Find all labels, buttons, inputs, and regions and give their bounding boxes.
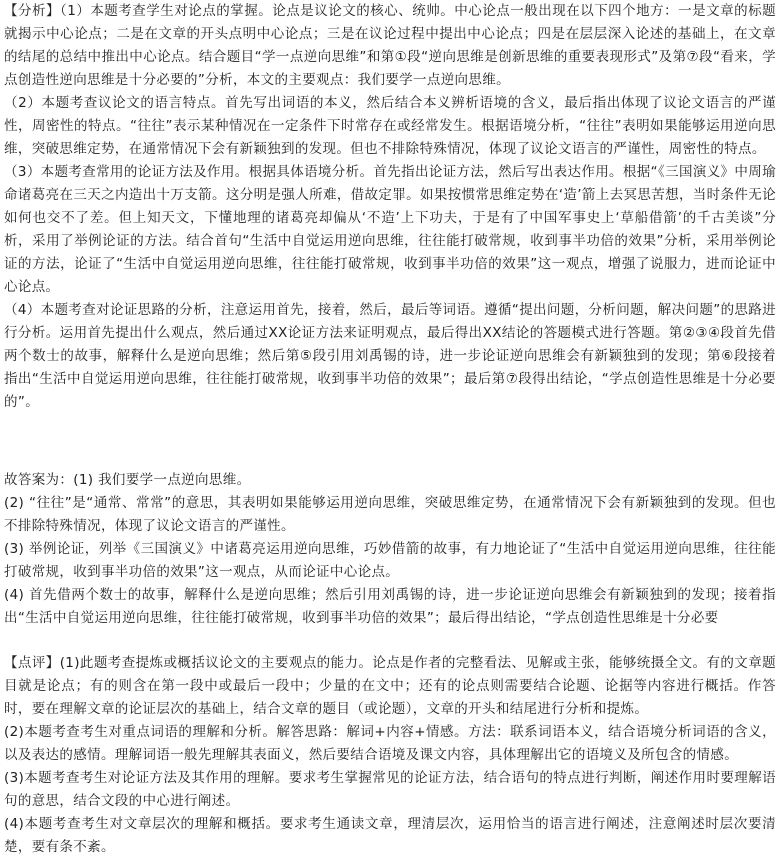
analysis-intro-point-1: 【分析】（1）本题考查学生对论点的掌握。论点是议论文的核心、统帅。中心论点一般出现在以下四个地方：一是文章的标题就揭示中心论点；二是在文章的开头点明中心论点；三是在议论过程中提出中心论点；四是在层层深入论述的基础上，在文章的结尾的总结中推出中心论点。结合题目“学一点逆向思维”和第①段“逆向思维是创新思维的重要表现形式”及第⑦段“看来，学点创造性逆向思维是十分必要的”分析，本文的主要观点：我们要学一点逆向思维。	[4, 3, 776, 88]
comment-point-4: (4)本题考查考生对文章层次的理解和概括。要求考生通读文章，理清层次，运用恰当的语言进行阐述，注意阐述时层次要清楚，要有条不紊。	[4, 816, 776, 855]
analysis-point-3: （3）本题考查常用的论证方法及作用。根据具体语境分析。首先指出论证方法，然后写出表达作用。根据“《三国演义》中周瑜命诸葛亮在三天之内造出十万支箭。这分明是强人所难，借故定罪。如果按惯常思维定势在‘造’箭上去冥思苦想，当时条件无论如何也交不了差。但上知天文，下懂地理的诸葛亮却偏从‘不造’上下功夫，于是有了中国军事史上‘草船借箭’的千古美谈”分析，采用了举例论证的方法。结合首句“生活中自觉运用逆向思维，往往能打破常规，收到事半功倍的效果”分析，采用举例论证的方法，论证了“生活中自觉运用逆向思维，往往能打破常规，收到事半功倍的效果”这一观点，增强了说服力，进而论证中心论点。	[4, 164, 776, 295]
comment-point-1: 【点评】(1)此题考查提炼或概括议论文的主要观点的能力。论点是作者的完整看法、见解或主张，能够统摄全文。有的文章题目就是论点；有的则含在第一段中或最后一段中；少量的在文中；还有的论点则需要结合论题、论据等内容进行概括。作答时，要在理解文章的论证层次的基础上，结合文章的题目（或论题），文章的开头和结尾进行分析和提炼。	[4, 655, 776, 717]
answer-line-3: (3) 举例论证，列举《三国演义》中诸葛亮运用逆向思维，巧妙借箭的故事，有力地论证了“生活中自觉运用逆向思维，往往能打破常规，收到事半功倍的效果”这一观点，从而论证中心论点。	[4, 541, 776, 580]
analysis-section	[4, 0, 776, 414]
answer-section	[4, 469, 776, 630]
answer-line-4: (4) 首先借两个数士的故事，解释什么是逆向思维；然后引用刘禹锡的诗，进一步论证逆向思维会有新颖独到的发现；接着指出“生活中自觉运用逆向思维，往往能打破常规，收到事半功倍的效果”；最后得出结论，“学点创造性思维是十分必要	[4, 587, 776, 626]
answer-line-2: (2) “往往”是“通常、常常”的意思，其表明如果能够运用逆向思维，突破思维定势，在通常情况下会有新颖独到的发现。但也不排除特殊情况，体现了议论文语言的严谨性。	[4, 495, 776, 534]
answer-line-1: 故答案为：(1) 我们要学一点逆向思维。	[4, 472, 251, 488]
analysis-point-4: （4）本题考查对论证思路的分析，注意运用首先，接着，然后，最后等词语。遵循“提出问题，分析问题，解决问题”的思路进行分析。运用首先提出什么观点，然后通过XX论证方法来证明观点，最后得出XX结论的答题模式进行答题。第②③④段首先借两个数士的故事，解释什么是逆向思维；然后第⑤段引用刘禹锡的诗，进一步论证逆向思维会有新颖独到的发现；第⑥段接着指出“生活中自觉运用逆向思维，往往能打破常规，收到事半功倍的效果”；最后第⑦段得出结论，“学点创造性思维是十分必要的”。	[4, 302, 776, 410]
comment-section	[4, 652, 776, 859]
comment-point-2: (2)本题考查考生对重点词语的理解和分析。解答思路：解词+内容+情感。方法：联系词语本义，结合语境分析词语的含义，以及表达的感情。理解词语一般先理解其表面义，然后要结合语境及课文内容，具体理解出它的语境义及所包含的情感。	[4, 724, 776, 763]
analysis-point-2: （2）本题考查议论文的语言特点。首先写出词语的本义，然后结合本义辨析语境的含义，最后指出体现了议论文语言的严谨性，周密性的特点。“往往”表示某种情况在一定条件下时常存在或经常发生。根据语境分析，“往往”表明如果能够运用逆向思维，突破思维定势，在通常情况下会有新颖独到的发现。但也不排除特殊情况，体现了议论文语言的严谨性，周密性的特点。	[4, 95, 776, 157]
comment-point-3: (3)本题考查考生对论证方法及其作用的理解。要求考生掌握常见的论证方法，结合语句的特点进行判断，阐述作用时要理解语句的意思，结合文段的中心进行阐述。	[4, 770, 776, 809]
